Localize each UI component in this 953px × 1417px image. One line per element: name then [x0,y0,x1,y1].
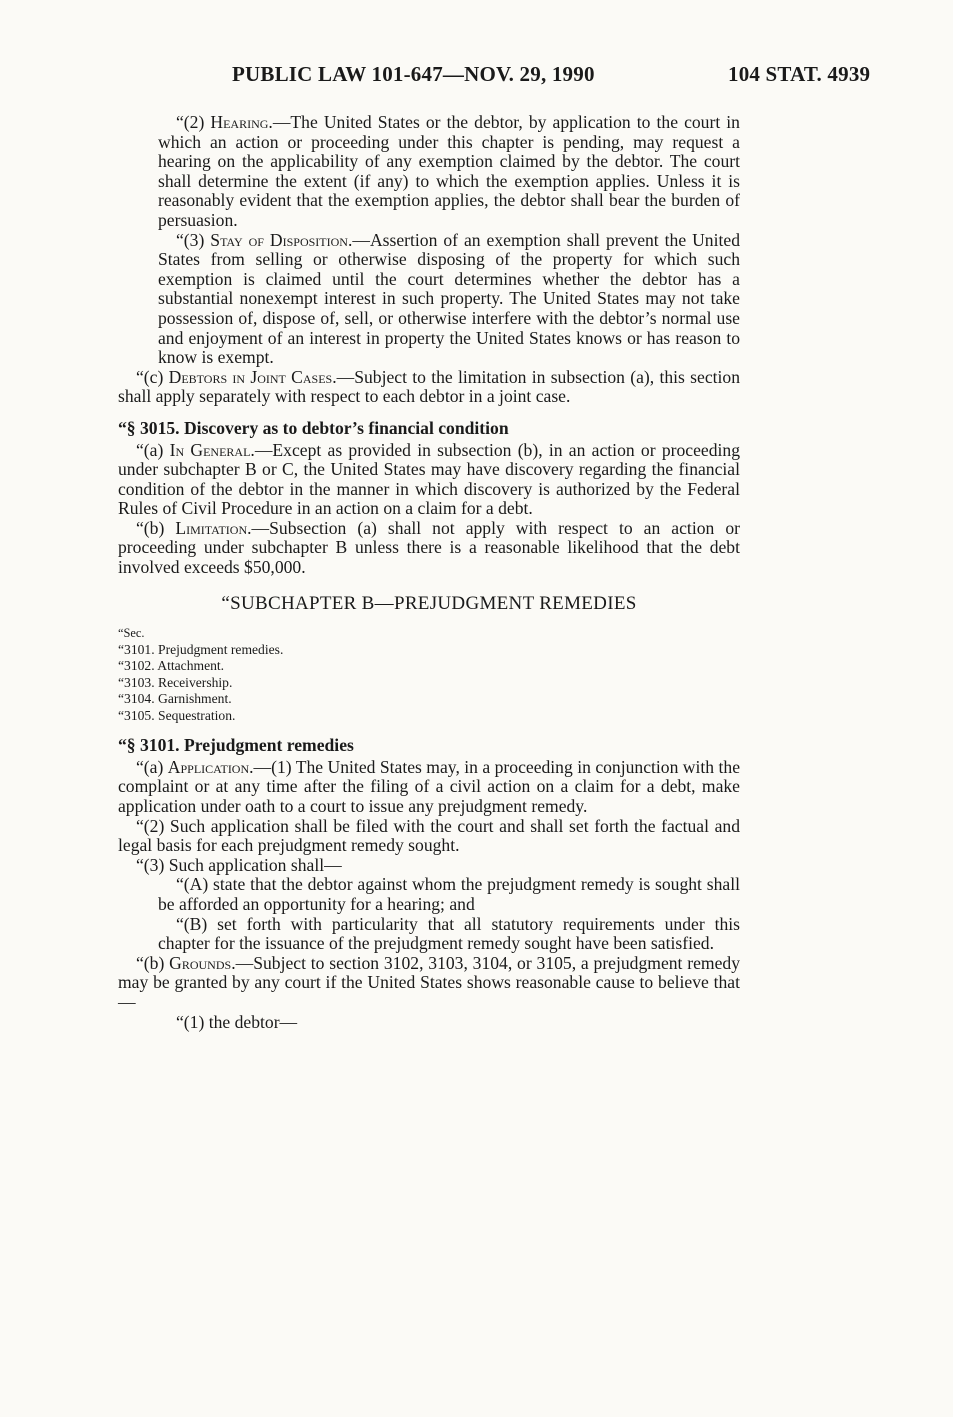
toc-item: “3101. Prejudgment remedies. [118,641,284,657]
section-3101-title: “§ 3101. Prejudgment remedies [118,735,354,756]
paragraph-3101-a3: “(3) Such application shall— [136,854,342,875]
heading-stay: Stay of Disposition. [210,229,353,250]
heading-grounds: Grounds. [169,952,236,973]
subchapter-b-title: “SUBCHAPTER B—PREJUDGMENT REMEDIES [221,592,637,614]
paragraph-3015-a [118,441,740,519]
paragraph-3101-a3-A: “(A) state that the debtor against whom the prejudgment remedy is sought shall be afforded an opportunity for a hearing; and [158,874,740,914]
paragraph-3015-b [118,519,740,578]
para-lead: “(a) [136,439,170,460]
text-hearing: —The United States or the debtor, by application to the court in which an action or proceeding under this chapter is pending, may request a hearing on the applicability of any exemption claimed by the debtor. The court shall determine the extent (if any) to which the exemption applies. Unless it is reasonably evident that the exemption applies, the debtor shall bear the burden of persuasion. [158,112,740,230]
toc-item: “3102. Attachment. [118,658,225,674]
body-text [118,113,740,1032]
paragraph-3101-b1: “(1) the debtor— [176,1011,298,1032]
para-lead: “(a) [136,756,168,777]
heading-joint-cases: Debtors in Joint Cases. [168,366,337,387]
para-lead: “(b) [136,517,176,538]
paragraph-3101-a2: “(2) Such application shall be filed with the court and shall set forth the factual and legal basis for each prejudgment remedy sought. [118,815,740,856]
paragraph-hearing [118,113,740,231]
toc-item: “3105. Sequestration. [118,707,236,723]
header-stat-page: 104 STAT. 4939 [728,62,871,86]
heading-application: Application. [167,756,254,777]
text-3015-a: —Except as provided in subsection (b), in an action or proceeding under subchapter B or C, the United States may have discovery regarding the financial condition of the debtor in the manner in which discovery is authorized by the Federal Rules of Civil Procedure in an action on a claim for a debt. [118,439,740,519]
subchapter-toc [118,625,740,724]
running-header [0,62,953,88]
heading-in-general: In General. [169,439,255,460]
heading-limitation: Limitation. [175,517,252,538]
para-lead: “(2) [176,112,211,132]
toc-sec-label: “Sec. [118,626,145,641]
paragraph-3101-a [118,758,740,817]
paragraph-stay [118,231,740,368]
text-3101-a: —(1) The United States may, in a proceeding in conjunction with the complaint or at any time after the filing of a civil action on a claim for a debt, make application under oath to a court to issue any prejudgment remedy. [118,756,741,817]
toc-item: “3103. Receivership. [118,674,233,690]
text-3015-b: —Subsection (a) shall not apply with respect to an action or proceeding under subchapter B unless there is a reasonable likelihood that the debt involved exceeds $50,000. [118,517,740,578]
toc-item: “3104. Garnishment. [118,691,232,707]
para-lead: “(b) [136,952,170,973]
text-stay: —Assertion of an exemption shall prevent the United States from selling or otherwise disposing of the property for which such exemption is claimed until the court determines whether the debtor has a substantial nonexempt interest in such property. The United States may not take possession of, dispose of, sell, or otherwise interfere with the debtor’s normal use and enjoyment of an interest in property the United States knows or has reason to know is exempt. [158,229,740,368]
paragraph-3101-a3-B: “(B) set forth with particularity that all statutory requirements under this chapter for the issuance of the prejudgment remedy sought have been satisfied. [158,913,740,954]
paragraph-3101-b [118,954,740,1013]
heading-hearing: Hearing. [210,112,273,132]
header-title: PUBLIC LAW 101-647—NOV. 29, 1990 [232,62,595,86]
paragraph-joint-cases [118,368,740,407]
section-3015-title: “§ 3015. Discovery as to debtor’s financial condition [118,417,509,438]
text-3101-b: —Subject to section 3102, 3103, 3104, or 3105, a prejudgment remedy may be granted by any court if the United States shows reasonable cause to believe that— [118,952,740,1012]
text-joint-cases: —Subject to the limitation in subsection (a), this section shall apply separately with respect to each debtor in a joint case. [118,366,740,407]
para-lead: “(3) [176,229,211,250]
para-lead: “(c) [136,366,169,387]
